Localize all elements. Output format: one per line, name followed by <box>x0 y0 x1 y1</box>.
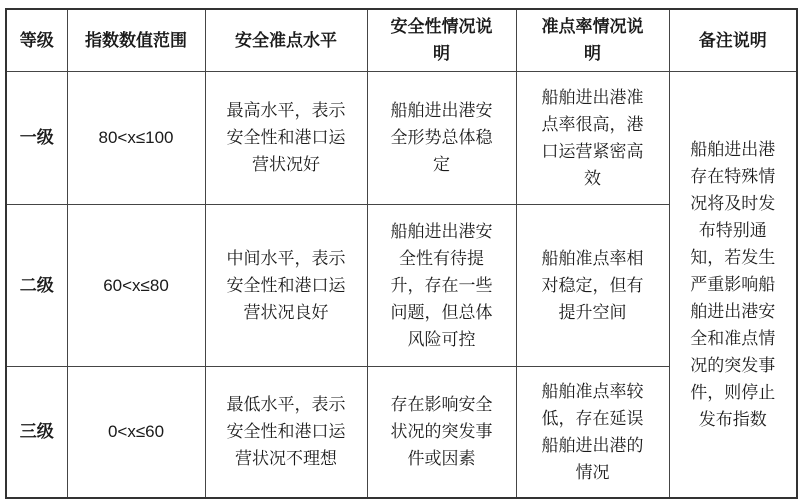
header-cell-range: 指数数值范围 <box>67 9 205 71</box>
index-grade-table <box>5 8 798 499</box>
level-cell: 最高水平，表示安全性和港口运营状况好 <box>205 71 367 204</box>
range-cell: 60<x≤80 <box>67 204 205 366</box>
safety-cell: 存在影响安全状况的突发事件或因素 <box>367 366 516 498</box>
grade-cell: 一级 <box>6 71 67 204</box>
punctuality-cell: 船舶准点率较低，存在延误船舶进出港的情况 <box>516 366 669 498</box>
range-cell: 0<x≤60 <box>67 366 205 498</box>
header-cell-level: 安全准点水平 <box>205 9 367 71</box>
header-cell-safety: 安全性情况说明 <box>367 9 516 71</box>
grade-cell: 二级 <box>6 204 67 366</box>
remarks-cell: 船舶进出港存在特殊情况将及时发布特别通知，若发生严重影响船舶进出港安全和准点情况的突发事件，则停止发布指数 <box>669 71 797 498</box>
level-cell: 中间水平，表示安全性和港口运营状况良好 <box>205 204 367 366</box>
header-cell-remarks: 备注说明 <box>669 9 797 71</box>
header-cell-punctuality: 准点率情况说明 <box>516 9 669 71</box>
grade-cell: 三级 <box>6 366 67 498</box>
range-cell: 80<x≤100 <box>67 71 205 204</box>
table-row-grade-1 <box>6 71 797 204</box>
safety-cell: 船舶进出港安全形势总体稳定 <box>367 71 516 204</box>
safety-cell: 船舶进出港安全性有待提升，存在一些问题，但总体风险可控 <box>367 204 516 366</box>
header-cell-grade: 等级 <box>6 9 67 71</box>
table-header-row <box>6 9 797 71</box>
level-cell: 最低水平，表示安全性和港口运营状况不理想 <box>205 366 367 498</box>
punctuality-cell: 船舶准点率相对稳定，但有提升空间 <box>516 204 669 366</box>
punctuality-cell: 船舶进出港准点率很高，港口运营紧密高效 <box>516 71 669 204</box>
